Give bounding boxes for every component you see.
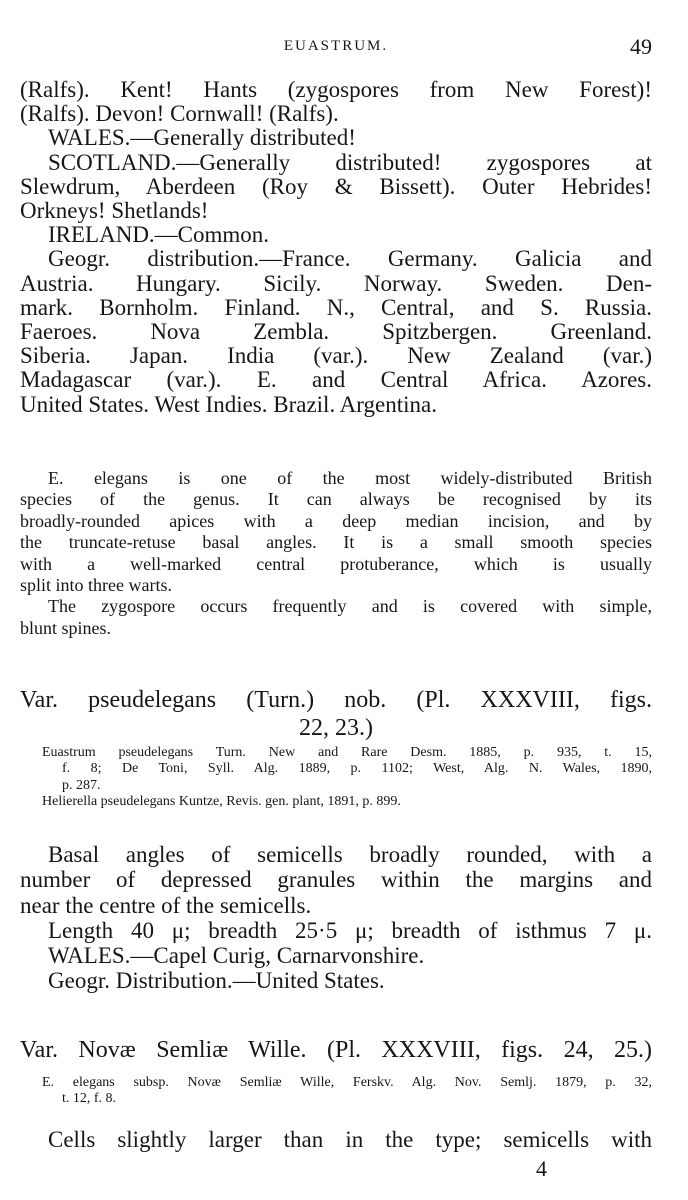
distribution-line: SCOTLAND.—Generally distributed! zygospores at	[48, 150, 652, 175]
distribution-line: United States. West Indies. Brazil. Argentina.	[20, 392, 437, 417]
distribution-line: Orkneys! Shetlands!	[20, 199, 209, 224]
description-line: WALES.—Capel Curig, Carnarvonshire.	[48, 943, 425, 969]
notes-line: E. elegans is one of the most widely-distributed British	[48, 468, 652, 488]
distribution-line: (Ralfs). Devon! Cornwall! (Ralfs).	[20, 102, 339, 127]
novae-semliae-description	[20, 1128, 652, 1152]
pseudelegans-description	[20, 842, 652, 994]
distribution-line: IRELAND.—Common.	[48, 223, 270, 248]
distribution-line: Geogr. distribution.—France. Germany. Galicia and	[48, 247, 652, 272]
distribution-line: mark. Bornholm. Finland. N., Central, and S. Russia.	[20, 295, 652, 320]
distribution-line: WALES.—Generally distributed!	[48, 126, 356, 151]
variety-heading-line: Var. Novæ Semliæ Wille. (Pl. XXXVIII, figs. 24, 25.)	[20, 1037, 652, 1063]
description-line: Length 40 μ; breadth 25·5 μ; breadth of isthmus 7 μ.	[48, 917, 652, 943]
citation-line: E. elegans subsp. Novæ Semliæ Wille, Ferskv. Alg. Nov. Semlj. 1879, p. 32,	[42, 1075, 652, 1090]
description-line: number of depressed granules within the margins and	[20, 867, 652, 893]
notes-line: species of the genus. It can always be recognised by its	[20, 489, 652, 510]
citation-line: t. 12, f. 8.	[62, 1091, 117, 1107]
variety-pseudelegans-heading	[20, 686, 652, 742]
citation-line: Euastrum pseudelegans Turn. New and Rare Desm. 1885, p. 935, t. 15,	[42, 745, 652, 760]
notes-line: The zygospore occurs frequently and is covered with simple,	[48, 596, 652, 617]
description-line: Basal angles of semicells broadly rounded, with a	[48, 842, 652, 867]
variety-novae-semliae-heading	[20, 1036, 652, 1064]
notes-line: with a well-marked central protuberance, which is usually	[20, 553, 652, 574]
description-line: near the centre of the semicells.	[20, 892, 312, 918]
notes-line: split into three warts.	[20, 575, 172, 596]
page-header	[20, 32, 652, 62]
distribution-line: (Ralfs). Kent! Hants (zygospores from New Forest)!	[20, 78, 652, 102]
distribution-line: Siberia. Japan. India (var.). New Zealand (var.)	[20, 344, 652, 369]
distribution-line: Austria. Hungary. Sicily. Norway. Sweden. Den-	[20, 271, 652, 296]
notes-line: blunt spines.	[20, 617, 112, 638]
distribution-line: Madagascar (var.). E. and Central Africa. Azores.	[20, 368, 652, 393]
running-head: EUASTRUM.	[283, 38, 389, 54]
signature-mark: 4	[536, 1156, 547, 1181]
distribution-paragraphs	[20, 78, 652, 417]
citation-line: f. 8; De Toni, Syll. Alg. 1889, p. 1102; West, Alg. N. Wales, 1890,	[62, 761, 652, 777]
notes-line: the truncate-retuse basal angles. It is a small smooth species	[20, 532, 652, 553]
species-notes	[20, 468, 652, 639]
variety-heading-line: Var. pseudelegans (Turn.) nob. (Pl. XXXVIII, figs.	[20, 687, 652, 713]
citation-line: p. 287.	[62, 777, 101, 793]
distribution-line: Faeroes. Nova Zembla. Spitzbergen. Greenland.	[20, 320, 652, 345]
distribution-line: Slewdrum, Aberdeen (Roy & Bissett). Outer Hebrides!	[20, 174, 652, 199]
notes-line: broadly-rounded apices with a deep median incision, and by	[20, 510, 652, 531]
citation-line: Helierella pseudelegans Kuntze, Revis. gen. plant, 1891, p. 899.	[42, 794, 401, 810]
variety-heading-line: 22, 23.)	[299, 715, 373, 741]
description-line: Cells slightly larger than in the type; semicells with	[48, 1128, 652, 1152]
novae-semliae-citations	[20, 1075, 652, 1108]
pseudelegans-citations	[20, 745, 652, 811]
page-number: 49	[630, 34, 652, 59]
description-line: Geogr. Distribution.—United States.	[48, 968, 385, 994]
